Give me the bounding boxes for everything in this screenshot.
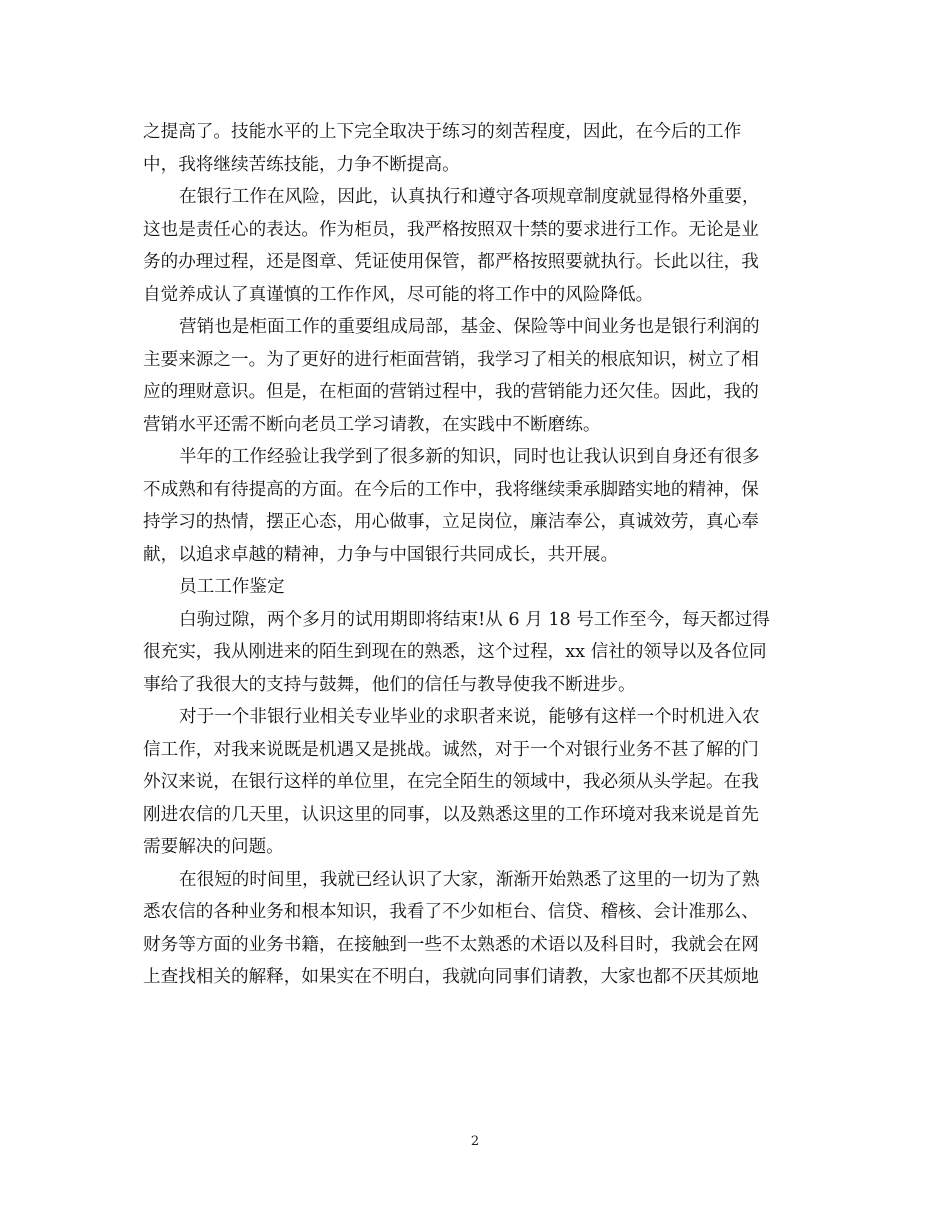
text-line: 上查找相关的解释，如果实在不明白，我就向同事们请教，大家也都不厌其烦地 — [143, 967, 759, 987]
text-line: 应的理财意识。但是，在柜面的营销过程中，我的营销能力还欠佳。因此，我的 — [143, 382, 759, 402]
text-line: 持学习的热情，摆正心态，用心做事，立足岗位，廉洁奉公，真诚效劳，真心奉 — [143, 512, 759, 532]
text-line: 不成熟和有待提高的方面。在今后的工作中，我将继续秉承脚踏实地的精神，保 — [143, 479, 759, 500]
text-line: 对于一个非银行业相关专业毕业的求职者来说，能够有这样一个时机进入农 — [179, 707, 760, 727]
text-line: 外汉来说，在银行这样的单位里，在完全陌生的领域中，我必须从头学起。在我 — [143, 772, 759, 792]
text-line: 员工工作鉴定 — [179, 577, 285, 597]
text-line: 务的办理过程，还是图章、凭证使用保管，都严格按照要就执行。长此以往，我 — [143, 252, 759, 272]
text-line: 自觉养成认了真谨慎的工作作风，尽可能的将工作中的风险降低。 — [143, 284, 654, 305]
text-line: 事给了我很大的支持与鼓舞，他们的信任与教导使我不断进步。 — [143, 674, 636, 695]
text-line: 在银行工作在风险，因此，认真执行和遵守各项规章制度就显得格外重要， — [179, 187, 760, 207]
text-line: 半年的工作经验让我学到了很多新的知识，同时也让我认识到自身还有很多 — [179, 447, 760, 467]
document-body — [143, 116, 807, 994]
text-line: 献，以追求卓越的精神，力争与中国银行共同成长，共开展。 — [143, 544, 619, 565]
text-line: 需要解决的问题。 — [143, 837, 284, 857]
text-line: 刚进农信的几天里，认识这里的同事，以及熟悉这里的工作环境对我来说是首先 — [143, 804, 759, 825]
text-line: 主要来源之一。为了更好的进行柜面营销，我学习了相关的根底知识，树立了相 — [143, 349, 759, 370]
text-line: 信工作，对我来说既是机遇又是挑战。诚然，对于一个对银行业务不甚了解的门 — [143, 739, 759, 760]
page-number: 2 — [470, 1134, 480, 1149]
text-line: 之提高了。技能水平的上下完全取决于练习的刻苦程度，因此，在今后的工作 — [143, 122, 742, 142]
text-line: 白驹过隙，两个多月的试用期即将结束!从 6 月 18 号工作至今，每天都过得 — [179, 609, 770, 630]
text-line: 悉农信的各种业务和根本知识，我看了不少如柜台、信贷、稽核、会计准那么、 — [143, 902, 759, 922]
text-line: 中，我将继续苦练技能，力争不断提高。 — [143, 154, 460, 175]
text-line: 营销水平还需不断向老员工学习请教，在实践中不断磨练。 — [143, 414, 601, 435]
text-line: 很充实，我从刚进来的陌生到现在的熟悉，这个过程，xx 信社的领导以及各位同 — [143, 642, 767, 662]
text-line: 营销也是柜面工作的重要组成局部，基金、保险等中间业务也是银行利润的 — [179, 317, 760, 337]
text-line: 在很短的时间里，我就已经认识了大家，渐渐开始熟悉了这里的一切为了熟 — [179, 869, 760, 890]
text-line: 这也是责任心的表达。作为柜员，我严格按照双十禁的要求进行工作。无论是业 — [143, 219, 759, 240]
text-line: 财务等方面的业务书籍，在接触到一些不太熟悉的术语以及科目时，我就会在网 — [143, 934, 759, 955]
